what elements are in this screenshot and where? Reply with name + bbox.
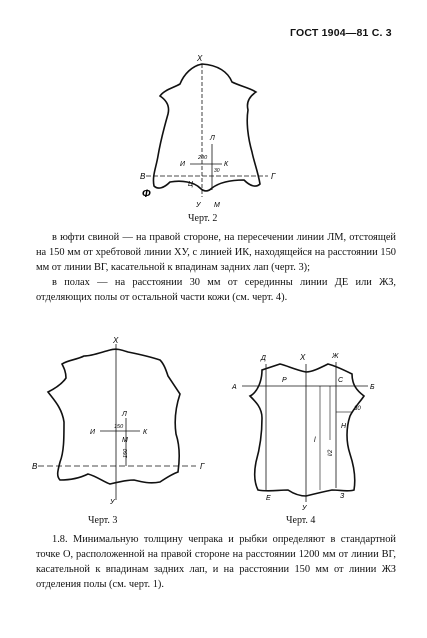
- label-i: И: [90, 429, 96, 436]
- label-30: 30: [354, 406, 361, 412]
- label-d: Д: [261, 355, 266, 362]
- label-a: А: [232, 384, 237, 391]
- text-block-1: [36, 230, 396, 305]
- label-l: l: [314, 437, 316, 444]
- label-v: В: [32, 462, 38, 471]
- label-l2: l/2: [328, 449, 334, 456]
- label-150-a: 150: [114, 424, 124, 430]
- label-v: В: [140, 172, 146, 181]
- label-f: Ф: [142, 188, 151, 200]
- label-b: Б: [370, 384, 375, 391]
- label-k: К: [143, 429, 148, 436]
- label-g: Г: [271, 172, 276, 181]
- page-header: ГОСТ 1904—81 С. 3: [290, 27, 392, 39]
- label-m: М: [122, 437, 128, 444]
- label-l: Л: [210, 135, 215, 142]
- hide-outline: [250, 364, 364, 496]
- paragraph-pork: в юфти свиной — на правой стороне, на пересечении линии ЛМ, отстоящей на 150 мм от хребтовой линии ХУ, с линией ИК, находящейся на расстоянии 150 мм от линии ВГ, касательной к впадинам задних лап (черт. 3);: [36, 232, 396, 273]
- paragraph-1-8: 1.8. Минимальную толщину чепрака и рыбки определяют в стандартной точке О, расположенной на правой стороне на расстоянии 1200 мм от линии ВГ, касательной к впадинам задних лап, и на расстоянии 150 мм от линии ЖЗ отделения полы (см. черт. 1).: [36, 534, 396, 590]
- hide-outline: [48, 349, 180, 484]
- figure-2-caption: Черт. 2: [188, 213, 218, 224]
- label-30: 30: [214, 168, 220, 174]
- label-z: З: [340, 493, 345, 500]
- label-x: Х: [197, 54, 203, 63]
- label-y: У: [110, 499, 115, 506]
- label-150-b: 150: [123, 448, 129, 458]
- figure-3: [30, 334, 214, 510]
- label-e: Е: [266, 495, 271, 502]
- figure-3-caption: Черт. 3: [88, 515, 118, 526]
- figure-2: [140, 52, 280, 212]
- label-g: Г: [200, 462, 205, 471]
- figure-4: [228, 350, 392, 510]
- label-ts: Ц: [188, 181, 194, 188]
- hide-outline: [153, 64, 260, 191]
- text-block-2: [36, 532, 396, 592]
- figure-4-caption: Черт. 4: [286, 515, 316, 526]
- label-s: С: [338, 377, 344, 384]
- label-y: У: [302, 505, 307, 512]
- label-m: М: [214, 202, 220, 209]
- label-l: Л: [122, 411, 127, 418]
- label-y: У: [196, 202, 201, 209]
- label-r: Р: [282, 377, 287, 384]
- label-k: К: [224, 161, 229, 168]
- label-i: И: [180, 161, 186, 168]
- label-x: Х: [300, 353, 306, 362]
- label-200: 200: [198, 155, 208, 161]
- paragraph-flanks: в полах — на расстоянии 30 мм от серединны линии ДЕ или ЖЗ, отделяющих полы от остальной части кожи (см. черт. 4).: [36, 277, 396, 303]
- label-zh: Ж: [332, 353, 339, 360]
- label-n: Н: [341, 423, 347, 430]
- label-x: Х: [113, 336, 119, 345]
